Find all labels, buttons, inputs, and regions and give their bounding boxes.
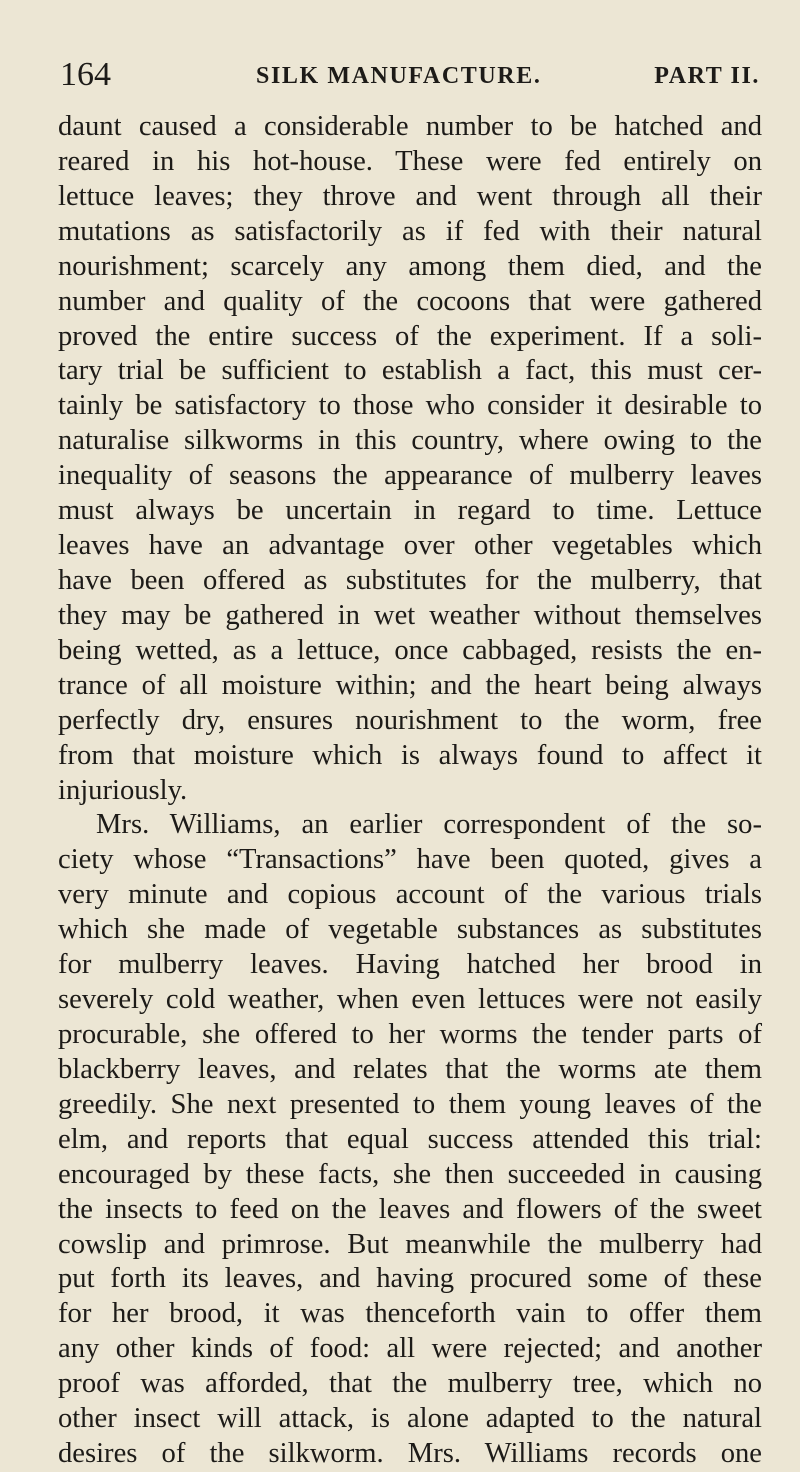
text-line: being wetted, as a lettuce, once cabbaged, resists the en-	[58, 634, 762, 666]
text-line: have been offered as substitutes for the mulberry, that	[58, 564, 762, 596]
paragraph-start-line: Mrs. Williams, an earlier correspondent of the so-	[96, 809, 762, 841]
part-label: PART II.	[654, 63, 760, 89]
text-line: lettuce leaves; they throve and went through all their	[58, 180, 762, 212]
body-text	[58, 110, 762, 1472]
text-line: number and quality of the cocoons that were gathered	[58, 285, 762, 317]
text-line: very minute and copious account of the various trials	[58, 879, 762, 911]
text-line: inequality of seasons the appearance of mulberry leaves	[58, 460, 762, 492]
text-line: blackberry leaves, and relates that the worms ate them	[58, 1053, 762, 1085]
text-line: proof was afforded, that the mulberry tree, which no	[58, 1368, 762, 1400]
text-line: tainly be satisfactory to those who consider it desirable to	[58, 390, 762, 422]
text-line: cowslip and primrose. But meanwhile the mulberry had	[58, 1228, 762, 1260]
text-line: leaves have an advantage over other vegetables which	[58, 530, 762, 562]
text-line: which she made of vegetable substances as substitutes	[58, 914, 762, 946]
text-line: for her brood, it was thenceforth vain to offer them	[58, 1298, 762, 1330]
text-line: any other kinds of food: all were rejected; and another	[58, 1333, 762, 1365]
text-line: must always be uncertain in regard to time. Lettuce	[58, 495, 762, 527]
text-line: naturalise silkworms in this country, where owing to the	[58, 425, 762, 457]
text-line: the insects to feed on the leaves and flowers of the sweet	[58, 1193, 762, 1225]
text-line: proved the entire success of the experiment. If a soli-	[58, 320, 762, 352]
text-line: for mulberry leaves. Having hatched her brood in	[58, 949, 762, 981]
text-line: mutations as satisfactorily as if fed with their natural	[58, 215, 762, 247]
text-line: nourishment; scarcely any among them died, and the	[58, 250, 762, 282]
text-line: tary trial be sufficient to establish a fact, this must cer-	[58, 355, 762, 387]
text-line: ciety whose “Transactions” have been quoted, gives a	[58, 844, 762, 876]
text-line: perfectly dry, ensures nourishment to the worm, free	[58, 704, 762, 736]
text-line: elm, and reports that equal success attended this trial:	[58, 1123, 762, 1155]
text-line: trance of all moisture within; and the heart being always	[58, 669, 762, 701]
text-line: severely cold weather, when even lettuces were not easily	[58, 984, 762, 1016]
text-line: from that moisture which is always found to affect it	[58, 739, 762, 771]
paragraph-end-line: injuriously.	[58, 774, 188, 806]
text-line: other insect will attack, is alone adapted to the natural	[58, 1403, 762, 1435]
text-line: they may be gathered in wet weather without themselves	[58, 599, 762, 631]
text-line: put forth its leaves, and having procured some of these	[58, 1263, 762, 1295]
text-line: greedily. She next presented to them young leaves of the	[58, 1088, 762, 1120]
running-head	[60, 58, 760, 98]
text-line: reared in his hot-house. These were fed entirely on	[58, 145, 762, 177]
text-line: procurable, she offered to her worms the tender parts of	[58, 1018, 762, 1050]
page-number: 164	[60, 56, 111, 93]
running-title: SILK MANUFACTURE.	[256, 63, 542, 89]
text-line: daunt caused a considerable number to be hatched and	[58, 111, 762, 142]
text-line: encouraged by these facts, she then succeeded in causing	[58, 1158, 762, 1190]
text-line: desires of the silkworm. Mrs. Williams records one	[58, 1438, 762, 1470]
